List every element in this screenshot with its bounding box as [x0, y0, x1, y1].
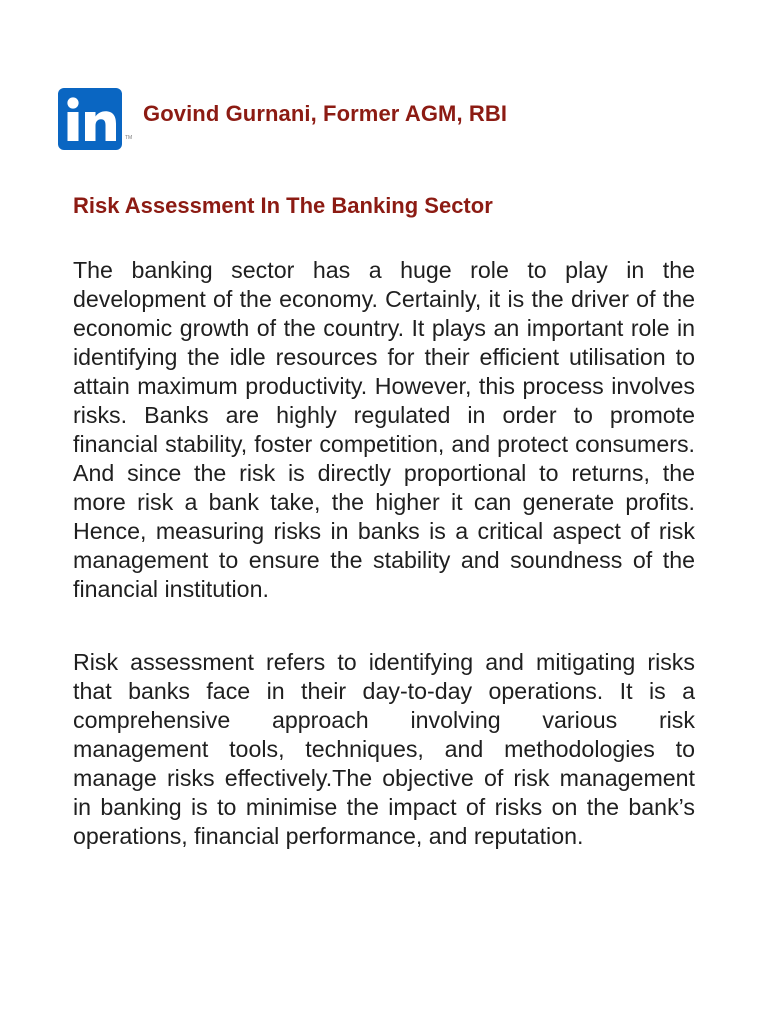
- linkedin-icon: [58, 88, 133, 150]
- paragraph: The banking sector has a huge role to play in the development of the economy. Certainly, it is the driver of the economic growth of the country. It plays an important role in identifying the idle resources for their efficient utilisation to attain maximum productivity. However, this process involves risks. Banks are highly regulated in order to promote financial stability, foster competition, and protect consumers. And since the risk is directly proportional to returns, the more risk a bank take, the higher it can generate profits. Hence, measuring risks in banks is a critical aspect of risk management to ensure the stability and soundness of the financial institution.: [73, 257, 695, 602]
- author-line: Govind Gurnani, Former AGM, RBI: [143, 101, 508, 126]
- header: [58, 88, 133, 150]
- paragraph: Risk assessment refers to identifying and mitigating risks that banks face in their day-to-day operations. It is a comprehensive approach involving various risk management tools, techniques, and methodologies to manage risks effectively.The objective of risk management in banking is to minimise the impact of risks on the bank’s operations, financial performance, and reputation.: [73, 649, 695, 849]
- trademark-mark: TM: [125, 135, 133, 141]
- document-title: Risk Assessment In The Banking Sector: [73, 193, 493, 218]
